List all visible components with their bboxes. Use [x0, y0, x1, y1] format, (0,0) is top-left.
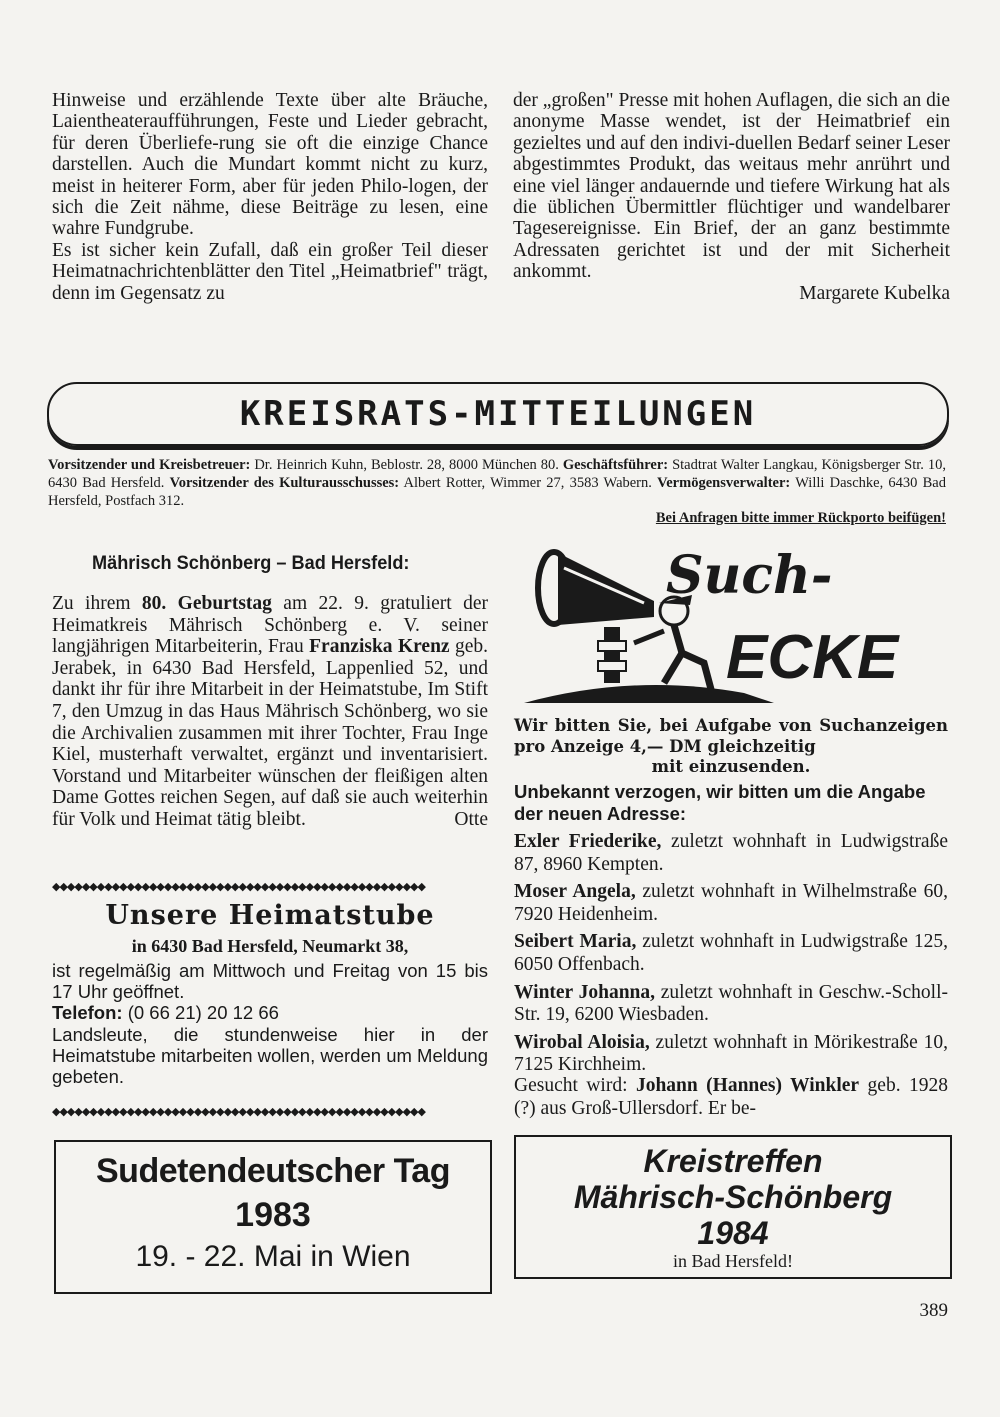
volunteer-call: Landsleute, die stundenweise hier in der Heimatstube mitarbeiten wollen, werden um Meldung gebeten.: [52, 1023, 488, 1088]
megaphone-man-icon: [514, 543, 948, 708]
unknown-address-list: [514, 831, 948, 1082]
such-ecke-graphic: [514, 543, 948, 708]
phone-number: (0 66 21) 20 12 66: [122, 1002, 279, 1024]
phone-line: [52, 1002, 488, 1023]
last-address: zuletzt wohnhaft in Ludwigstraße 125, 6050 Offenbach.: [514, 931, 948, 975]
note-line: Wir bitten Sie, bei Aufgabe von Suchanzeigen pro Anzeige 4,— DM gleichzeitig: [514, 716, 948, 756]
birthday-heading: Mährisch Schönberg – Bad Hersfeld:: [92, 552, 410, 574]
event-title: Kreistreffen: [643, 1143, 823, 1179]
article-continuation-right: [513, 90, 950, 304]
text: am 22. 9. gratuliert der Heimatkreis Mährisch Schönberg e. V. seiner langjährigen Mitarbeiterin, Frau: [52, 593, 488, 658]
text: geb. Jerabek, in 6430 Bad Hersfeld, Lappenlied 52, und dankt ihr für ihre Mitarbeit in der Heimatstube, Im Stift 7, den Umzug in das Haus Mährisch Schönberg, wo sie die Archivalien zusammen mit ihrer Tochter, Frau Inge Kiel, musterhaft verwaltet, ergänzt und inventarisiert. Vorstand und Mitarbeiter wünschen der fleißigen alten Dame Gottes reichen Segen, auf daß sie auch weiterhin für Volk und Heimat tätig bleibt.: [52, 636, 488, 830]
event-place: in Bad Hersfeld!: [673, 1251, 793, 1271]
person-name: Johann (Hannes) Winkler: [635, 1075, 860, 1096]
officers-list: [48, 456, 946, 510]
list-item: [514, 831, 948, 876]
diamond-divider: ◆◆◆◆◆◆◆◆◆◆◆◆◆◆◆◆◆◆◆◆◆◆◆◆◆◆◆◆◆◆◆◆◆◆◆◆◆◆◆◆◆◆◆◆◆◆◆◆◆◆: [52, 1106, 425, 1118]
section-title: KREISRATS-MITTEILUNGEN: [239, 394, 757, 434]
event-title: Sudetendeutscher Tag: [96, 1152, 450, 1190]
phone-label: Telefon:: [52, 1002, 123, 1024]
last-address: zuletzt wohnhaft in Mörikestraße 10, 7125 Kirchheim.: [514, 1031, 949, 1076]
paragraph: Hinweise und erzählende Texte über alte Bräuche, Laientheateraufführungen, Feste und Lieder gebracht, für deren Überliefe-rung sie oft die einzige Chance darstellen. Auch die Mundart kommt nicht zu kurz, meist in heiterer Form, aber für jeden Philo-logen, der sich die Zeit nähme, diese Beiträge zu lesen, eine wahre Fundgrube.: [52, 90, 488, 240]
list-item: [514, 1032, 948, 1077]
officer-label: Vermögensverwalter:: [657, 475, 791, 491]
event-year: 1984: [697, 1215, 769, 1251]
officer-text: Stadtrat Walter Langkau, Königsberger Str. 10, 6430 Bad Hersfeld.: [48, 457, 946, 491]
event-subtitle: Mährisch-Schönberg: [573, 1179, 893, 1215]
diamond-divider: ◆◆◆◆◆◆◆◆◆◆◆◆◆◆◆◆◆◆◆◆◆◆◆◆◆◆◆◆◆◆◆◆◆◆◆◆◆◆◆◆◆◆◆◆◆◆◆◆◆◆: [52, 881, 425, 893]
paragraph: [52, 593, 488, 831]
author-signature: Margarete Kubelka: [799, 282, 950, 304]
person-name: Wirobal Aloisia,: [514, 1031, 650, 1053]
event-date: 19. - 22. Mai in Wien: [135, 1240, 411, 1273]
list-item: [514, 931, 948, 976]
opening-hours: ist regelmäßig am Mittwoch und Freitag von 15 bis 17 Uhr geöffnet.: [52, 960, 488, 1003]
heimatstube-info: [52, 960, 488, 1087]
officer-label: Geschäftsführer:: [562, 457, 669, 473]
officer-label: Vorsitzender und Kreisbetreuer:: [48, 457, 251, 473]
heimatstube-title: Unsere Heimatstube: [105, 900, 435, 931]
last-address: zuletzt wohnhaft in Geschw.-Scholl-Str. 19, 6200 Wiesbaden.: [514, 981, 948, 1026]
paragraph: Es ist sicher kein Zufall, daß ein großer Teil dieser Heimatnachrichtenblätter den Titel „Heimatbrief" trägt, denn im Gegensatz zu: [52, 239, 488, 304]
text-bold: Franziska Krenz: [309, 636, 450, 658]
last-address: zuletzt wohnhaft in Ludwigstraße 87, 8960 Kempten.: [514, 831, 948, 875]
event-year: 1983: [235, 1196, 311, 1234]
text: Zu ihrem: [52, 593, 142, 614]
such-script-text: Such-: [666, 545, 833, 606]
article-continuation-left: [52, 90, 488, 304]
text: geb. 1928 (?) aus Groß-Ullersdorf. Er be-: [514, 1075, 949, 1119]
officer-label: Vorsitzender des Kulturausschusses:: [169, 475, 400, 491]
page-number: 389: [919, 1300, 948, 1321]
officer-text: Dr. Heinrich Kuhn, Beblostr. 28, 8000 München 80.: [250, 457, 563, 473]
officer-text: Willi Daschke, 6430 Bad Hersfeld, Postfach 312.: [48, 475, 946, 509]
text-bold: 80. Geburtstag: [141, 593, 272, 614]
list-item: [514, 982, 948, 1027]
heimatstube-address: in 6430 Bad Hersfeld, Neumarkt 38,: [131, 936, 409, 956]
note-line: mit einzusenden.: [651, 757, 811, 776]
person-name: Seibert Maria,: [514, 931, 637, 953]
sudetendeutscher-tag-box: [54, 1140, 492, 1294]
paragraph: der „großen" Presse mit hohen Auflagen, die sich an die anonyme Masse wendet, ist der Heimatbrief ein gezieltes und auf den indivi-duellen Bedarf seiner Leser abgestimmtes Produkt, das weitaus mehr anrührt und eine viel länger andauernde und tiefere Wirkung hat als die üblichen Übermittler flüchtiger und wandelbarer Tagesereignisse. Ein Brief, der an ganz bestimmte Adressaten gerichtet ist und der mit Sicherheit ankommt.: [513, 90, 950, 283]
return-postage-note: Bei Anfragen bitte immer Rückporto beifügen!: [655, 510, 946, 526]
officer-text: Albert Rotter, Wimmer 27, 3583 Wabern.: [399, 475, 658, 491]
ecke-text: ECKE: [726, 623, 899, 692]
text: Gesucht wird:: [514, 1075, 636, 1096]
person-name: Moser Angela,: [514, 881, 636, 903]
birthday-article: [52, 593, 488, 831]
person-name: Winter Johanna,: [514, 981, 656, 1003]
kreistreffen-box: [514, 1135, 952, 1279]
section-banner: [47, 382, 949, 446]
author-signature: Otte: [454, 808, 488, 830]
person-name: Exler Friederike,: [514, 831, 662, 852]
search-ad-note: [514, 716, 948, 778]
wanted-person: [514, 1075, 948, 1120]
unknown-heading: Unbekannt verzogen, wir bitten um die Angabe der neuen Adresse:: [514, 781, 926, 824]
list-item: [514, 881, 948, 926]
last-address: zuletzt wohnhaft in Wilhelmstraße 60, 7920 Heidenheim.: [514, 881, 948, 925]
